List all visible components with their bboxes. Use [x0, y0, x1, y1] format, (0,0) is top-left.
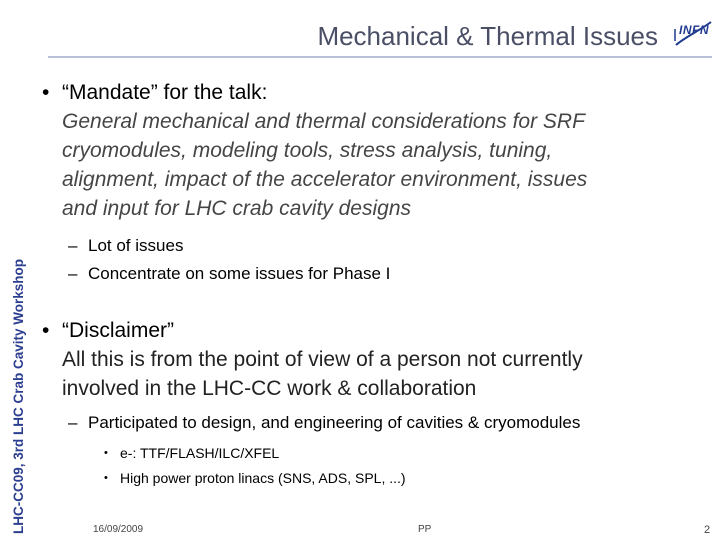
disclaimer-line: All this is from the point of view of a person not currently: [62, 348, 583, 371]
title-divider: [48, 56, 712, 58]
slide-body: [42, 78, 712, 491]
sub-bullet-text: Concentrate on some issues for Phase I: [88, 264, 391, 283]
sub-sub-bullet-dot: •: [104, 447, 108, 459]
sub-sub-bullet-text: e-: TTF/FLASH/ILC/XFEL: [120, 445, 280, 461]
page-number: 2: [704, 524, 711, 536]
footer-author: PP: [418, 524, 432, 535]
infn-logo: [673, 19, 713, 49]
sub-bullet-text: Participated to design, and engineering of cavities & cryomodules: [88, 413, 581, 432]
mandate-line: and input for LHC crab cavity designs: [62, 197, 412, 220]
bullet-lead: “Mandate” for the talk:: [62, 81, 268, 104]
sub-bullet: [42, 232, 712, 260]
slide-title: Mechanical & Thermal Issues: [317, 21, 658, 51]
bullet-mandate: [42, 78, 712, 223]
mandate-line: alignment, impact of the accelerator environment, issues: [62, 168, 588, 191]
sub-bullet-text: Lot of issues: [88, 236, 184, 255]
sub-bullet-dash: –: [68, 264, 78, 283]
footer-date: 16/09/2009: [93, 524, 144, 535]
bullet-dot: •: [42, 81, 50, 104]
sub-sub-bullet: [42, 466, 712, 491]
infn-logo-text: INFN: [679, 23, 709, 37]
mandate-line: General mechanical and thermal considerations for SRF: [62, 110, 585, 133]
conference-label: LHC-CC09, 3rd LHC Crab Cavity Workshop: [11, 258, 26, 534]
conference-sidebar: [0, 0, 34, 540]
sub-bullet: [42, 409, 712, 437]
sub-sub-bullet-dot: •: [104, 472, 108, 484]
bullet-lead: “Disclaimer”: [62, 319, 174, 342]
disclaimer-line: involved in the LHC-CC work & collaboration: [62, 377, 477, 400]
sub-bullet: [42, 260, 712, 288]
bullet-disclaimer: [42, 316, 712, 403]
sub-sub-bullet: [42, 441, 712, 466]
mandate-line: cryomodules, modeling tools, stress analysis, tuning,: [62, 139, 553, 162]
sub-bullet-dash: –: [68, 236, 78, 255]
sub-sub-bullet-text: High power proton linacs (SNS, ADS, SPL, ...): [120, 470, 406, 486]
bullet-dot: •: [42, 319, 50, 342]
sub-bullet-dash: –: [68, 413, 78, 432]
